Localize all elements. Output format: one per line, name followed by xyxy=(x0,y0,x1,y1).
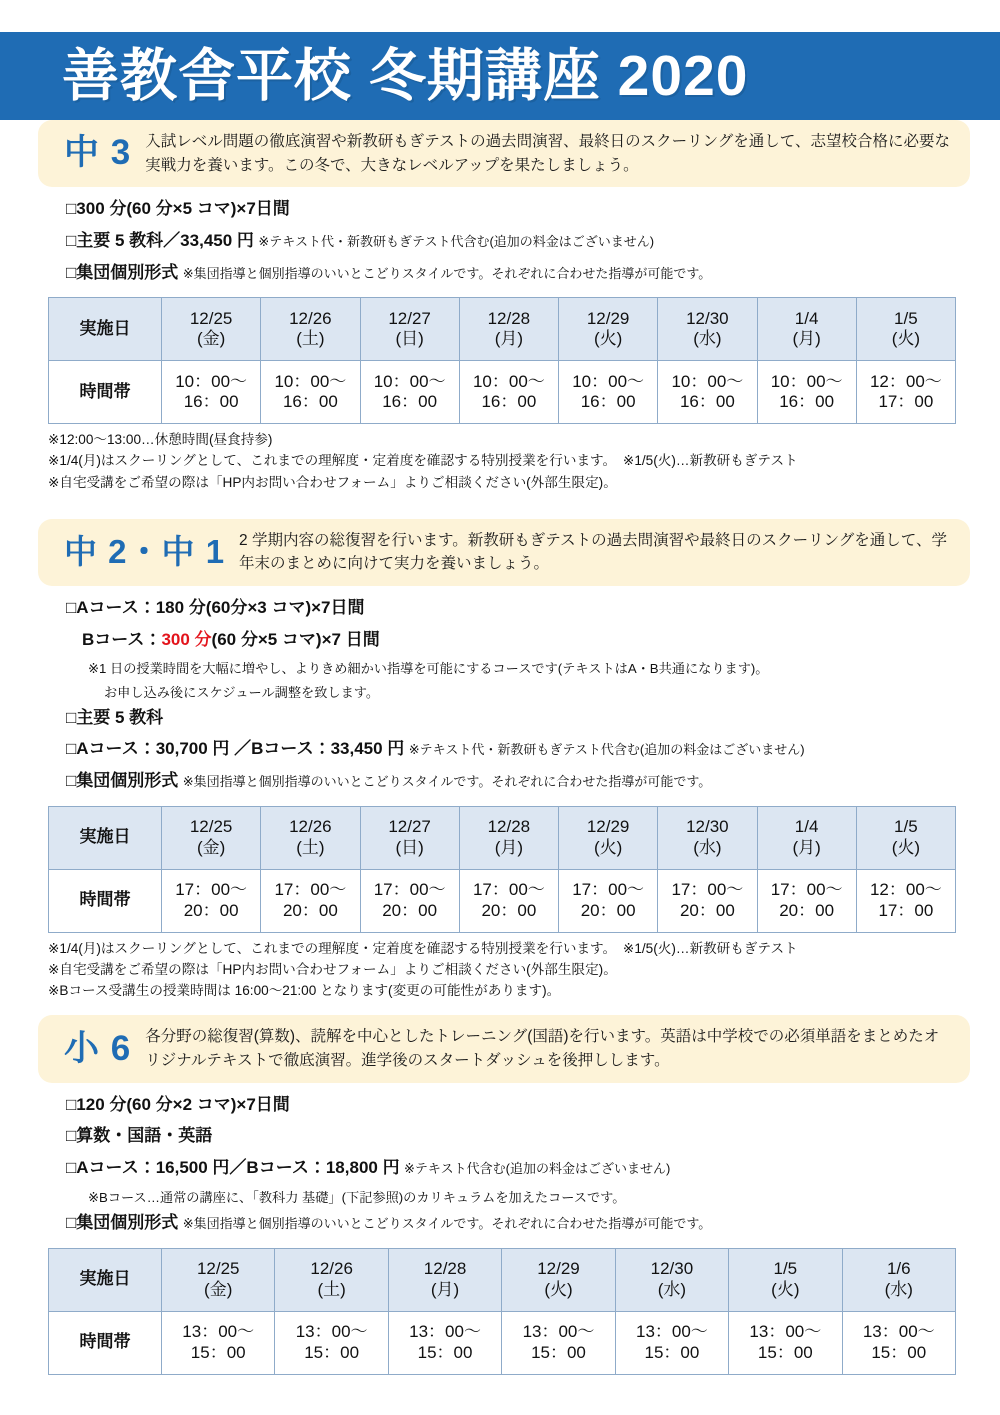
grade-description-chu2-chu1: 2 学期内容の総復習を行います。新教研もぎテストの過去問演習や最終日のスクーリングを通して、学年末のまとめに向けて実力を養いましょう。 xyxy=(239,531,947,573)
section-chu2-chu1 xyxy=(0,519,1000,1002)
weekday-text: (火) xyxy=(891,837,921,857)
table-cell xyxy=(459,361,558,424)
weekday-text: (月) xyxy=(494,329,524,349)
bullet-strong: 120 分(60 分×2 コマ)×7日間 xyxy=(76,1094,290,1114)
table-cell xyxy=(459,869,558,932)
checkbox-glyph: □ xyxy=(66,1094,77,1114)
weekday-text: (火) xyxy=(593,837,623,857)
date-text: 12/27 xyxy=(388,308,431,328)
table-cell xyxy=(559,869,658,932)
date-text: 12/28 xyxy=(487,308,531,328)
table-header-cell xyxy=(162,1248,275,1311)
table-header-cell xyxy=(658,298,757,361)
table-header-cell xyxy=(459,806,558,869)
weekday-text: (金) xyxy=(196,329,226,349)
table-cell xyxy=(162,361,261,424)
weekday-text: (土) xyxy=(296,837,325,857)
time-start: 10：00〜 xyxy=(175,371,248,391)
header-label-date: 実施日 xyxy=(49,806,162,869)
table-cell xyxy=(162,1311,275,1374)
bullet-strong: 300 分(60 分×5 コマ)×7日間 xyxy=(76,199,290,219)
time-start: 13：00〜 xyxy=(409,1321,481,1341)
footnote-line: ※自宅受講をご希望の際は「HP内お問い合わせフォーム」よりご相談ください(外部生限定)。 xyxy=(48,962,617,978)
bullet-strong: 主要 5 教科 xyxy=(76,707,164,727)
time-start: 13：00〜 xyxy=(749,1321,822,1341)
time-end: 15：00 xyxy=(531,1342,586,1362)
time-start: 13：00〜 xyxy=(182,1321,255,1341)
time-end: 17：00 xyxy=(878,392,934,412)
time-end: 16：00 xyxy=(679,392,735,412)
time-start: 12：00〜 xyxy=(869,371,942,391)
time-start: 10：00〜 xyxy=(770,371,843,391)
table-header-cell xyxy=(757,298,856,361)
weekday-text: (水) xyxy=(657,1279,687,1299)
date-text: 12/26 xyxy=(310,1258,353,1278)
date-text: 1/5 xyxy=(773,1258,798,1278)
date-text: 12/30 xyxy=(686,817,729,837)
bullet-note: ※集団指導と個別指導のいいとこどりスタイルです。それぞれに合わせた指導が可能です。 xyxy=(182,1215,712,1231)
checkbox-glyph: □ xyxy=(66,262,77,282)
weekday-text: (日) xyxy=(395,329,424,349)
date-text: 1/4 xyxy=(794,817,819,837)
bullet-note: ※集団指導と個別指導のいいとこどりスタイルです。それぞれに合わせた指導が可能です。 xyxy=(182,265,712,281)
bullet-strong: 集団個別形式 xyxy=(76,771,179,791)
table-header-cell xyxy=(559,806,658,869)
time-start: 10：00〜 xyxy=(274,371,347,391)
bullet-item xyxy=(66,706,960,731)
table-cell xyxy=(360,361,459,424)
time-start: 17：00〜 xyxy=(274,880,347,900)
time-end: 15：00 xyxy=(190,1342,246,1362)
weekday-text: (土) xyxy=(296,329,325,349)
checkbox-glyph: □ xyxy=(66,597,77,617)
time-start: 17：00〜 xyxy=(472,880,545,900)
time-end: 16：00 xyxy=(779,392,835,412)
time-end: 15：00 xyxy=(304,1342,360,1362)
row-label-time: 時間帯 xyxy=(49,361,162,424)
bullet-strong: 算数・国語・英語 xyxy=(76,1126,213,1146)
time-end: 15：00 xyxy=(757,1342,813,1362)
b-course-highlight: 300 分 xyxy=(161,629,212,649)
header-label-date: 実施日 xyxy=(49,1248,162,1311)
table-cell xyxy=(261,869,360,932)
b-course-note-1: ※1 日の授業時間を大幅に増やし、よりきめ細かい指導を可能にするコースです(テキストはA・B共通になります)。 xyxy=(88,661,769,677)
footnote-line: ※1/4(月)はスクーリングとして、これまでの理解度・定着度を確認する特別授業を行います。 ※1/5(火)…新教研もぎテスト xyxy=(48,453,798,469)
date-text: 12/29 xyxy=(586,817,630,837)
table-cell xyxy=(729,1311,842,1374)
time-end: 20：00 xyxy=(679,900,735,920)
b-course-suffix: (60 分×5 コマ)×7 日間 xyxy=(211,629,380,649)
date-text: 1/6 xyxy=(886,1258,911,1278)
checkbox-glyph: □ xyxy=(66,1126,77,1146)
date-text: 12/30 xyxy=(650,1258,694,1278)
grade-header-chu2-chu1 xyxy=(38,519,970,586)
bullet-item xyxy=(66,1156,960,1181)
bullet-strong: 集団個別形式 xyxy=(76,1212,179,1232)
time-start: 10：00〜 xyxy=(373,371,446,391)
date-text: 12/25 xyxy=(189,817,233,837)
table-header-cell xyxy=(388,1248,501,1311)
time-start: 10：00〜 xyxy=(572,371,645,391)
time-start: 17：00〜 xyxy=(671,880,744,900)
table-row xyxy=(49,869,956,932)
weekday-text: (土) xyxy=(317,1279,346,1299)
bullet-note: ※集団指導と個別指導のいいとこどりスタイルです。それぞれに合わせた指導が可能です。 xyxy=(182,774,712,790)
table-header-row xyxy=(49,806,956,869)
date-text: 12/29 xyxy=(537,1258,580,1278)
date-text: 12/30 xyxy=(686,308,729,328)
time-end: 16：00 xyxy=(481,392,537,412)
table-cell xyxy=(757,869,856,932)
flyer-content xyxy=(0,120,1000,1375)
weekday-text: (火) xyxy=(593,329,623,349)
time-start: 17：00〜 xyxy=(572,880,645,900)
table-header-cell xyxy=(360,806,459,869)
bullet-strong: Aコース：180 分(60分×3 コマ)×7日間 xyxy=(76,597,365,617)
time-end: 15：00 xyxy=(644,1342,700,1362)
weekday-text: (金) xyxy=(196,837,226,857)
table-cell xyxy=(502,1311,615,1374)
table-cell xyxy=(658,869,757,932)
schedule-table-chu2-chu1 xyxy=(48,806,956,933)
table-cell xyxy=(360,869,459,932)
time-end: 15：00 xyxy=(417,1342,473,1362)
schedule-table-chu3 xyxy=(48,297,956,424)
table-header-cell xyxy=(162,806,261,869)
row-label-time: 時間帯 xyxy=(49,1311,162,1374)
weekday-text: (月) xyxy=(494,837,524,857)
title-banner xyxy=(0,32,1000,120)
grade-header-chu3 xyxy=(38,120,970,187)
table-header-cell xyxy=(856,806,955,869)
schedule-table-wrap-sho6 xyxy=(48,1248,956,1375)
section-spacer xyxy=(0,1001,1000,1015)
time-end: 20：00 xyxy=(282,900,338,920)
date-text: 12/25 xyxy=(189,308,233,328)
bullet-strong: 主要 5 教科／33,450 円 xyxy=(76,230,254,250)
time-end: 17：00 xyxy=(878,900,934,920)
table-header-row xyxy=(49,298,956,361)
table-header-cell xyxy=(559,298,658,361)
footnote-line: ※Bコース受講生の授業時間は 16:00〜21:00 となります(変更の可能性があります)。 xyxy=(48,983,561,999)
date-text: 12/28 xyxy=(487,817,531,837)
time-start: 12：00〜 xyxy=(869,880,942,900)
bullet-list-sho6 xyxy=(66,1093,960,1236)
time-start: 10：00〜 xyxy=(472,371,545,391)
footnote-line: ※1/4(月)はスクーリングとして、これまでの理解度・定着度を確認する特別授業を行います。 ※1/5(火)…新教研もぎテスト xyxy=(48,940,798,956)
date-text: 12/28 xyxy=(423,1258,467,1278)
date-text: 12/25 xyxy=(196,1258,240,1278)
time-end: 16：00 xyxy=(382,392,438,412)
table-cell xyxy=(162,869,261,932)
bullet-list-chu3 xyxy=(66,197,960,285)
checkbox-glyph: □ xyxy=(66,739,77,759)
checkbox-glyph: □ xyxy=(66,771,77,791)
table-cell xyxy=(275,1311,388,1374)
weekday-text: (月) xyxy=(792,329,821,349)
checkbox-glyph: □ xyxy=(66,707,77,727)
footnotes-chu3 xyxy=(48,429,960,493)
table-header-cell xyxy=(275,1248,388,1311)
table-header-cell xyxy=(615,1248,728,1311)
table-header-cell xyxy=(729,1248,842,1311)
time-end: 20：00 xyxy=(580,900,636,920)
time-start: 13：00〜 xyxy=(862,1321,935,1341)
grade-description-chu3: 入試レベル問題の徹底演習や新教研もぎテストの過去問演習、最終日のスクーリングを通して、志望校合格に必要な実戦力を養います。この冬で、大きなレベルアップを果たしましょう。 xyxy=(145,133,950,174)
date-text: 1/5 xyxy=(894,308,918,328)
bullet-item xyxy=(66,261,960,286)
bullet-item xyxy=(66,737,960,762)
time-start: 13：00〜 xyxy=(635,1321,708,1341)
weekday-text: (月) xyxy=(430,1279,460,1299)
time-end: 20：00 xyxy=(481,900,537,920)
time-start: 17：00〜 xyxy=(175,880,248,900)
table-cell xyxy=(757,361,856,424)
time-end: 16：00 xyxy=(183,392,239,412)
table-header-cell xyxy=(360,298,459,361)
table-header-cell xyxy=(658,806,757,869)
table-cell xyxy=(856,869,955,932)
date-text: 12/26 xyxy=(289,308,332,328)
bullet-item xyxy=(66,1093,960,1118)
bullet-strong: 集団個別形式 xyxy=(76,262,179,282)
section-sho6 xyxy=(0,1015,1000,1374)
weekday-text: (水) xyxy=(693,329,722,349)
table-cell xyxy=(842,1311,955,1374)
header-label-date: 実施日 xyxy=(49,298,162,361)
table-cell xyxy=(658,361,757,424)
weekday-text: (火) xyxy=(891,329,921,349)
date-text: 1/5 xyxy=(894,817,918,837)
date-text: 1/4 xyxy=(794,308,819,328)
grade-header-sho6 xyxy=(38,1015,970,1082)
table-cell xyxy=(615,1311,728,1374)
table-header-cell xyxy=(261,806,360,869)
table-row xyxy=(49,1311,956,1374)
bullet-item-b-course xyxy=(82,628,960,653)
bullet-item xyxy=(66,769,960,794)
table-cell xyxy=(388,1311,501,1374)
weekday-text: (水) xyxy=(884,1279,913,1299)
time-end: 20：00 xyxy=(382,900,438,920)
time-end: 20：00 xyxy=(183,900,239,920)
time-end: 16：00 xyxy=(580,392,636,412)
table-header-cell xyxy=(757,806,856,869)
table-cell xyxy=(856,361,955,424)
schedule-table-wrap-chu3 xyxy=(48,297,956,424)
time-start: 13：00〜 xyxy=(522,1321,595,1341)
checkbox-glyph: □ xyxy=(66,1212,77,1232)
page-title: 善教舎平校 冬期講座 2020 xyxy=(62,43,749,108)
time-end: 16：00 xyxy=(282,392,338,412)
table-header-cell xyxy=(842,1248,955,1311)
schedule-table-sho6 xyxy=(48,1248,956,1375)
bullet-item xyxy=(66,197,960,222)
checkbox-glyph: □ xyxy=(66,230,77,250)
table-cell xyxy=(261,361,360,424)
footnote-line: ※自宅受講をご希望の際は「HP内お問い合わせフォーム」よりご相談ください(外部生限定)。 xyxy=(48,474,617,490)
date-text: 12/29 xyxy=(586,308,630,328)
table-header-cell xyxy=(459,298,558,361)
date-text: 12/27 xyxy=(388,817,431,837)
sho6-sub-note: ※Bコース…通常の講座に、「教科力 基礎」(下記参照)のカリキュラムを加えたコースです。 xyxy=(88,1189,626,1205)
section-spacer xyxy=(0,493,1000,519)
grade-badge-chu2-chu1: 中 2・中 1 xyxy=(64,533,226,571)
weekday-text: (火) xyxy=(544,1279,573,1299)
time-start: 17：00〜 xyxy=(770,880,843,900)
time-start: 17：00〜 xyxy=(373,880,446,900)
weekday-text: (金) xyxy=(204,1279,233,1299)
bullet-strong: Aコース：30,700 円 ／Bコース：33,450 円 xyxy=(76,739,405,759)
table-row xyxy=(49,361,956,424)
row-label-time: 時間帯 xyxy=(49,869,162,932)
grade-badge-sho6: 小 6 xyxy=(64,1028,132,1068)
time-start: 13：00〜 xyxy=(295,1321,368,1341)
table-cell xyxy=(559,361,658,424)
footnote-line: ※12:00〜13:00…休憩時間(昼食持参) xyxy=(48,432,273,448)
time-start: 10：00〜 xyxy=(671,371,744,391)
time-end: 15：00 xyxy=(871,1342,927,1362)
checkbox-glyph: □ xyxy=(66,1157,77,1177)
b-course-note-2: お申し込み後にスケジュール調整を致します。 xyxy=(104,684,380,700)
b-course-prefix: Bコース： xyxy=(82,629,162,649)
time-end: 20：00 xyxy=(779,900,835,920)
bullet-list-chu2-chu1 xyxy=(66,596,960,794)
weekday-text: (月) xyxy=(792,837,821,857)
bullet-item xyxy=(66,1211,960,1236)
grade-badge-chu3: 中 3 xyxy=(64,133,132,173)
section-chu3 xyxy=(0,120,1000,493)
bullet-note: ※テキスト代含む(追加の料金はございません) xyxy=(404,1160,671,1176)
schedule-table-wrap-chu2-chu1 xyxy=(48,806,956,933)
weekday-text: (水) xyxy=(693,837,722,857)
table-header-cell xyxy=(856,298,955,361)
weekday-text: (日) xyxy=(395,837,424,857)
checkbox-glyph: □ xyxy=(66,199,77,219)
date-text: 12/26 xyxy=(289,817,332,837)
table-header-cell xyxy=(502,1248,615,1311)
bullet-item xyxy=(66,229,960,254)
bullet-note: ※テキスト代・新教研もぎテスト代含む(追加の料金はございません) xyxy=(408,742,805,758)
bullet-note: ※テキスト代・新教研もぎテスト代含む(追加の料金はございません) xyxy=(258,233,655,249)
bullet-item xyxy=(66,1124,960,1149)
bullet-strong: Aコース：16,500 円／Bコース：18,800 円 xyxy=(76,1157,400,1177)
bullet-item xyxy=(66,596,960,621)
table-header-row xyxy=(49,1248,956,1311)
table-header-cell xyxy=(261,298,360,361)
footnotes-chu2-chu1 xyxy=(48,938,960,1002)
weekday-text: (火) xyxy=(771,1279,800,1299)
grade-description-sho6: 各分野の総復習(算数)、読解を中心としたトレーニング(国語)を行います。英語は中学校での必須単語をまとめたオリジナルテキストで徹底演習。進学後のスタートダッシュを後押しします。 xyxy=(145,1028,940,1069)
table-header-cell xyxy=(162,298,261,361)
